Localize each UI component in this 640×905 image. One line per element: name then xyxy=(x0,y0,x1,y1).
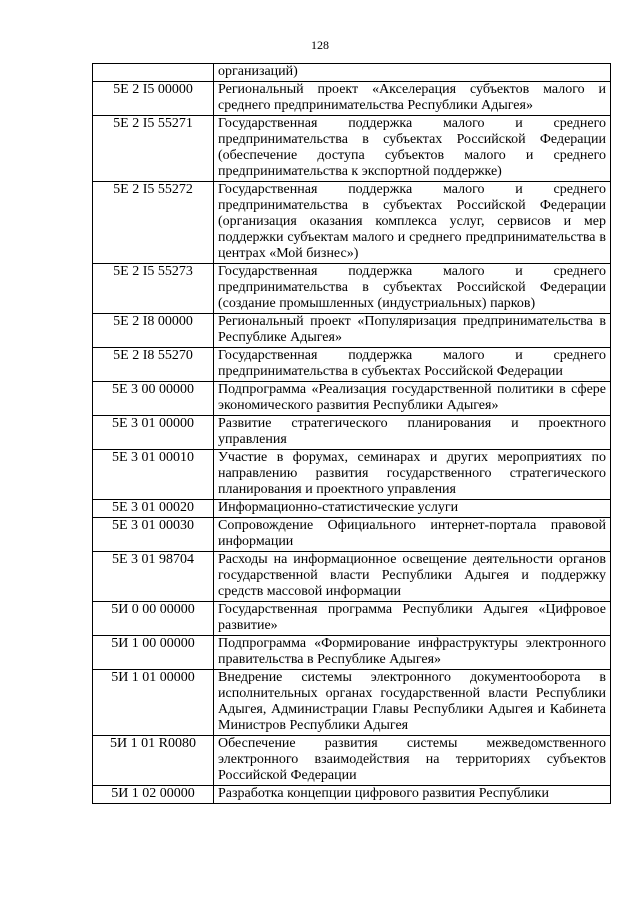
classification-code: 5Е 2 I8 00000 xyxy=(93,314,214,348)
expense-item-name: Участие в форумах, семинарах и других мероприятиях по направлению развития государственного стратегического планирования и проектного управления xyxy=(214,450,611,500)
classification-code: 5Е 2 I5 55271 xyxy=(93,116,214,182)
budget-code-table xyxy=(92,63,611,804)
classification-code: 5Е 3 01 00010 xyxy=(93,450,214,500)
table-row xyxy=(93,552,611,602)
expense-item-name: Внедрение системы электронного документооборота в исполнительных органах государственной власти Республики Адыгея, Администрации Главы Республики Адыгея и Кабинета Министров Республики Адыгея xyxy=(214,670,611,736)
expense-item-name: Развитие стратегического планирования и проектного управления xyxy=(214,416,611,450)
table-row xyxy=(93,182,611,264)
classification-code: 5И 1 00 00000 xyxy=(93,636,214,670)
expense-item-name: Региональный проект «Акселерация субъектов малого и среднего предпринимательства Республики Адыгея» xyxy=(214,82,611,116)
table-row xyxy=(93,518,611,552)
table-row xyxy=(93,82,611,116)
table-row xyxy=(93,348,611,382)
expense-item-name: Расходы на информационное освещение деятельности органов государственной власти Республики Адыгея и поддержку средств массовой информации xyxy=(214,552,611,602)
classification-code: 5Е 3 01 00020 xyxy=(93,500,214,518)
classification-code: 5Е 2 I5 00000 xyxy=(93,82,214,116)
classification-code: 5Е 2 I5 55273 xyxy=(93,264,214,314)
expense-item-name: Подпрограмма «Формирование инфраструктуры электронного правительства в Республике Адыгея» xyxy=(214,636,611,670)
classification-code: 5И 1 01 R0080 xyxy=(93,736,214,786)
table-row xyxy=(93,264,611,314)
classification-code: 5Е 2 I5 55272 xyxy=(93,182,214,264)
classification-code: 5И 0 00 00000 xyxy=(93,602,214,636)
classification-code: 5И 1 02 00000 xyxy=(93,786,214,804)
table-row xyxy=(93,64,611,82)
table-row xyxy=(93,314,611,348)
page-number: 128 xyxy=(311,38,329,52)
classification-code: 5Е 3 01 00000 xyxy=(93,416,214,450)
classification-code: 5Е 3 01 00030 xyxy=(93,518,214,552)
expense-item-name: Информационно-статистические услуги xyxy=(214,500,611,518)
table-row xyxy=(93,736,611,786)
expense-item-name: Обеспечение развития системы межведомственного электронного взаимодействия на территориях субъектов Российской Федерации xyxy=(214,736,611,786)
classification-code: 5Е 3 01 98704 xyxy=(93,552,214,602)
table-row xyxy=(93,636,611,670)
table-row xyxy=(93,450,611,500)
expense-item-name: Подпрограмма «Реализация государственной политики в сфере экономического развития Республики Адыгея» xyxy=(214,382,611,416)
expense-item-name: Сопровождение Официального интернет-портала правовой информации xyxy=(214,518,611,552)
table-row xyxy=(93,670,611,736)
expense-item-name: организаций) xyxy=(214,64,611,82)
table-row xyxy=(93,416,611,450)
expense-item-name: Государственная поддержка малого и среднего предпринимательства в субъектах Российской Федерации (организация оказания комплекса услуг, сервисов и мер поддержки субъектам малого и среднего предпринимательства в центрах «Мой бизнес») xyxy=(214,182,611,264)
expense-item-name: Разработка концепции цифрового развития Республики xyxy=(214,786,611,804)
classification-code: 5Е 2 I8 55270 xyxy=(93,348,214,382)
classification-code: 5Е 3 00 00000 xyxy=(93,382,214,416)
classification-code xyxy=(93,64,214,82)
expense-item-name: Государственная программа Республики Адыгея «Цифровое развитие» xyxy=(214,602,611,636)
table-row xyxy=(93,382,611,416)
table-row xyxy=(93,500,611,518)
expense-item-name: Государственная поддержка малого и среднего предпринимательства в субъектах Российской Федерации (обеспечение доступа субъектов малого и среднего предпринимательства к экспортной поддержке) xyxy=(214,116,611,182)
expense-item-name: Региональный проект «Популяризация предпринимательства в Республике Адыгея» xyxy=(214,314,611,348)
table-body xyxy=(93,64,611,804)
classification-code: 5И 1 01 00000 xyxy=(93,670,214,736)
table-row xyxy=(93,602,611,636)
expense-item-name: Государственная поддержка малого и среднего предпринимательства в субъектах Российской Федерации (создание промышленных (индустриальных) парков) xyxy=(214,264,611,314)
expense-item-name: Государственная поддержка малого и среднего предпринимательства в субъектах Российской Федерации xyxy=(214,348,611,382)
table-row xyxy=(93,786,611,804)
table-row xyxy=(93,116,611,182)
